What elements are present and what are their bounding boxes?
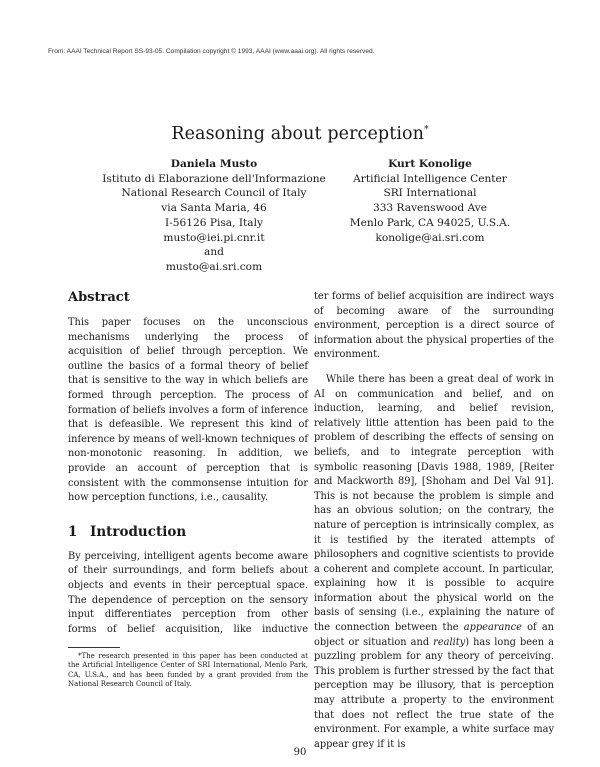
author-name: Kurt Konolige: [388, 158, 472, 170]
right-column: [314, 290, 554, 752]
paper-title: [0, 124, 600, 144]
copyright-notice: From: AAAI Technical Report SS-93-05. Compilation copyright © 1993, AAAI (www.aaai.org). All rights reserved.: [48, 48, 375, 55]
author-address-line: I-56126 Pisa, Italy: [165, 216, 263, 229]
page-number: 90: [293, 747, 307, 758]
emphasized-term: appearance: [463, 622, 522, 634]
author-address-line: Menlo Park, CA 94025, U.S.A.: [349, 216, 511, 229]
author-name: Daniela Musto: [170, 158, 258, 170]
introduction-paragraph-2: [314, 373, 554, 752]
author-affiliation-line: SRI International: [383, 187, 477, 200]
footnote: *The research presented in this paper has been conducted at the Artificial Intelligence Center of SRI International, Menlo Park, CA, U.S.A., and has been funded by a grant provided from the National Research Council of Italy.: [68, 651, 308, 689]
author-email: musto@iei.pi.cnr.it: [163, 231, 265, 244]
paragraph-text: ) has long been a puzzling problem for any theory of perceiving. This problem is further stressed by the fact that perception may be illusory, that is perception may attribute a property to the environment that does not reflect the true state of the environment. For example, a white surface may appear grey if it is: [314, 636, 555, 750]
author-affiliation-line: Artificial Intelligence Center: [353, 172, 507, 185]
author-address-line: 333 Ravenswood Ave: [372, 202, 488, 215]
section-title-text: Introduction: [90, 523, 187, 540]
introduction-paragraph-1: By perceiving, intelligent agents become aware of their surroundings, and form beliefs about objects and events in their perceptual space. The dependence of perception on the sensory input differentiates perception from other forms of belief acquisition, like inductive: [68, 550, 308, 635]
introduction-heading: [68, 524, 308, 540]
author-affiliation-line: Istituto di Elaborazione dell'Informazione: [102, 172, 326, 185]
author-address-line: via Santa Maria, 46: [161, 202, 267, 215]
author-conjunction: and: [204, 246, 224, 259]
emphasized-term: reality: [433, 636, 466, 648]
paragraph-text: of an object or situation and: [314, 622, 554, 648]
introduction-paragraph-1-continued: ter forms of belief acquisition are indirect ways of becoming aware of the surrounding environment, perception is a direct source of information about the physical properties of the environment.: [314, 291, 554, 361]
left-column: [68, 290, 308, 690]
abstract-heading: Abstract: [68, 290, 130, 305]
author-block-konolige: [330, 157, 530, 245]
title-footnote-mark: *: [424, 125, 429, 136]
author-block-musto: [84, 157, 344, 275]
paragraph-gap: [314, 363, 554, 373]
section-number: 1: [68, 523, 78, 540]
author-email: musto@ai.sri.com: [165, 260, 263, 273]
author-email: konolige@ai.sri.com: [375, 231, 485, 244]
paragraph-text: While there has been a great deal of work in AI on communication and belief, and on induction, learning, and belief revision, relatively little attention has been paid to the problem of describing the effects of sensing on beliefs, and to integrate perception with symbolic reasoning [Davis 1988, 1989, [Reiter and Mackworth 89], [Shoham and Del Val 91]. This is not because the problem is simple and has an obvious solution; on the contrary, the nature of perception is intrinsically complex, as it is testified by the iterated attempts of philosophers and cognitive scientists to provide a coherent and complete account. In particular, explaining how it is possible to acquire information about the physical world on the basis of sensing (i.e., explaining the nature of the connection between the: [314, 373, 554, 634]
author-affiliation-line: National Research Council of Italy: [121, 187, 307, 200]
abstract-text: This paper focuses on the unconscious mechanisms underlying the process of acquisition of belief through perception. We outline the basics of a formal theory of belief that is sensitive to the way in which beliefs are formed through perception. The process of formation of beliefs involves a form of inference that is defeasible. We represent this kind of inference by means of well-known techniques of non-monotonic reasoning. In addition, we provide an account of perception that is consistent with the commonsense intuition for how perception functions, i.e., causality.: [68, 317, 308, 504]
footnote-rule: [68, 647, 120, 648]
paper-title-text: Reasoning about perception: [171, 124, 425, 144]
